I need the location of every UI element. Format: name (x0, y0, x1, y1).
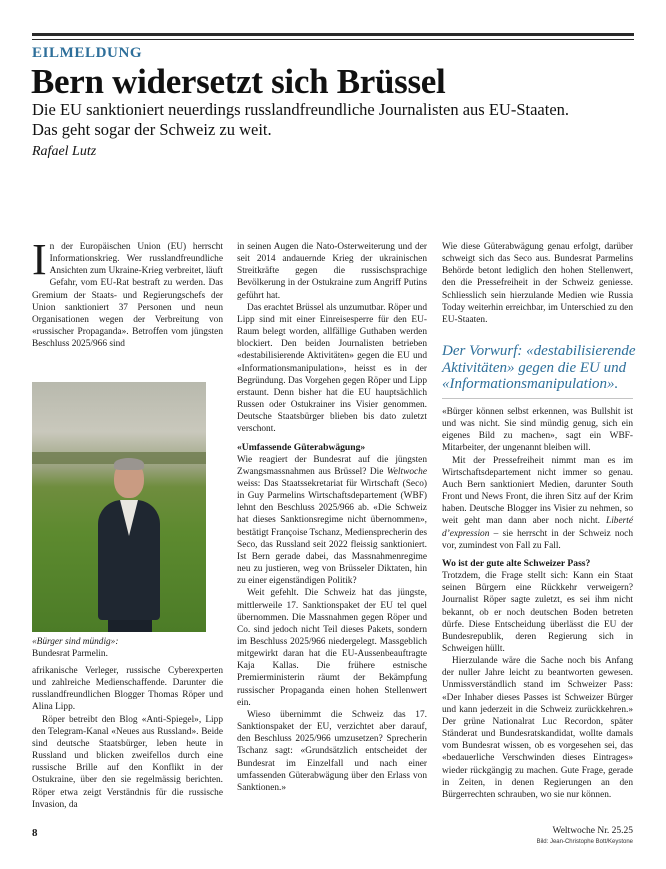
paragraph: Weit gefehlt. Die Schweiz hat das jüngste, mittlerweile 17. Sanktionspaket der EU tel quel übernommen. Die Massnahmen gegen Röper und Co. sind jedoch nicht Teil dieses Pakets, sondern im Beschluss 2025/966 niedergelegt. Massgeblich mitgewirkt daran hat die EU-Aussenbeauftragte Kaja Kallas. Die frühere estnische Premierministerin räumt der Bekämpfung russischer Propaganda einen hohen Stellenwert ein. (237, 588, 427, 708)
article-lead: Die EU sanktioniert neuerdings russlandfreundliche Journalisten aus EU-Staaten. Das geht sogar der Schweiz zu weit. (32, 100, 570, 139)
paragraph-text: – sie herrscht in der Schweiz noch vor, zumindest von Fall zu Fall. (442, 528, 633, 551)
photo-credit: Bild: Jean-Christophe Bott/Keystone (536, 839, 633, 845)
paragraph (442, 455, 633, 552)
author-byline: Rafael Lutz (32, 144, 97, 159)
column-3-bottom (442, 406, 633, 801)
top-rule (32, 33, 634, 36)
drop-cap: I (32, 235, 47, 284)
caption-quote: «Bürger sind mündig»: (32, 637, 119, 647)
paragraph-text: n der Europäischen Union (EU) herrscht Informationskrieg. Wer russlandfreundliche Ansichten zum Ukraine-Krieg verbreitet, läuft Gefahr, vom EU-Rat bestraft zu werden. Das Gremium der Staats- und Regierungschefs der Union sanktioniert 37 Personen und neun Organisationen wegen der Verbreitung von «russischer Propaganda». Betroffen vom jüngsten Beschluss 2025/966 sind (32, 242, 223, 350)
paragraph: Wieso übernimmt die Schweiz das 17. Sanktionspaket der EU, verzichtet aber darauf, den Beschluss 2025/966 umzusetzen? Sprecherin Tschanz sagt: «Grundsätzlich entscheidet der Bundesrat im Einzelfall und nach einer umfassenden Güterabwägung über den Erlass von Sanktionen.» (237, 709, 427, 793)
pull-quote: Der Vorwurf: «destabilisierende Aktivitäten» gegen die EU und «Informationsmanipulation». (442, 343, 636, 392)
paragraph: Das erachtet Brüssel als unzumutbar. Röper und Lipp sind mit einer Einreisesperre für den EU-Raum belegt worden, allfällige Guthaben werden blockiert. Den beiden Journalisten betrieben «destabilisierende Aktivitäten» gegen die EU und «Informationsmanipulation», heisst es in der Begründung. Das Vorgehen gegen Röper und Lipp erstaunt. Denn bisher hat die EU hauptsächlich Russen oder Ostukrainer ins Visier genommen. Deutsche Staatsbürger blieben bis dato zuletzt verschont. (237, 302, 427, 435)
top-rule-thin (32, 39, 634, 40)
paragraph: afrikanische Verleger, russische Cyberexperten und zahlreiche Medienschaffende. Darunter die russlandfreundlichen Blogger Thomas Röper und Alina Lipp. (32, 666, 223, 713)
column-1-top (32, 235, 223, 350)
page-number: 8 (32, 827, 38, 839)
paragraph-text: Wie reagiert der Bundesrat auf die jüngsten Zwangsmassnahmen aus Brüssel? Die (237, 454, 427, 477)
paragraph: Röper betreibt den Blog «Anti-Spiegel», Lipp den Telegram-Kanal «Neues aus Russland». Beide sind deutsche Staatsbürger, leben heute in Russland und blicken zweifellos durch eine russische Brille auf den Konflikt in der Ostukraine, über den sie regelmässig berichten. Röper etwa zeigt Verständnis für die russische Invasion, da (32, 714, 223, 810)
subheading: «Umfassende Güterabwägung» (237, 441, 366, 453)
issue-label: Weltwoche Nr. 25.25 (552, 826, 633, 836)
paragraph-text: Mit der Pressefreiheit nimmt man es im Wirtschaftsdepartement nicht immer so genau. Auch Bern sanktioniert Medien, darunter South Front und News Front, die ihren Sitz auf der Krim haben. Deutsche Blogger ins Visier zu nehmen, so weit geht man dann aber noch nicht. (442, 455, 633, 527)
column-3-top (442, 241, 633, 326)
paragraph: in seinen Augen die Nato-Osterweiterung und der seit 2014 andauernde Krieg der ukrainischen Streitkräfte gegen die russischsprachige Bevölkerung in der Ostukraine zum Angriff Putins geführt hat. (237, 242, 427, 301)
pull-quote-rule (442, 398, 633, 399)
photo-caption (32, 636, 212, 660)
figure-hair (114, 458, 144, 470)
paragraph (237, 454, 427, 588)
caption-text: Bundesrat Parmelin. (32, 649, 108, 659)
paragraph: Hierzulande wäre die Sache noch bis Anfang der nuller Jahre leicht zu beantworten gewesen. Unmissverständlich stand im Schweizer Pass: «Der Inhaber dieses Passes ist Schweizer Bürger und kann jederzeit in die Schweiz zurückkehren.» Der grüne Nationalrat Luc Recordon, später Ständerat und Bundesratskandidat, wollte damals vom Bundesrat wissen, ob es vorgesehen sei, das «bedauerliche Verschwinden dieses Eintrages» wieder rückgängig zu machen. Gute Frage, gerade in Zeiten, in denen Regierungen an den Bürgerrechten schrauben, wo sie nur können. (442, 656, 633, 800)
paragraph: Wie diese Güterabwägung genau erfolgt, darüber schweigt sich das Seco aus. Bundesrat Parmelins Behörde betont lediglich den hohen Stellenwert, den die Pressefreiheit in der Schweiz geniesse. Schliesslich sein hierzulande Medien wie Russia Today weiterhin erreichbar, im Unterschied zu den EU-Staaten. (442, 242, 633, 325)
subheading: Wo ist der gute alte Schweizer Pass? (442, 557, 591, 569)
column-2 (237, 241, 427, 794)
paragraph (32, 235, 223, 350)
paragraph-text: weiss: Das Staatssekretariat für Wirtschaft (Seco) in Guy Parmelins Wirtschaftsdepartement (WBF) lehnt den Beschluss 2025/966 ab. «Die Schweiz hat dieses Sanktionsregime nicht übernommen», bestätigt Françoise Tschanz, Mediensprecherin des Seco, das Russland seit 2022 fleissig sanktioniert. Ist Bern gerade dabei, das Massnahmenregime neu zu justieren, weg von Brüsseler Diktaten, hin zu einer eigenständigen Politik? (237, 478, 427, 587)
portrait-photo (32, 382, 206, 632)
section-kicker: EILMELDUNG (32, 45, 143, 61)
italic-phrase: Liberté d’expression (442, 516, 633, 539)
paragraph: Trotzdem, die Frage stellt sich: Kann ein Staat seinen Bürgern eine Rückkehr verweigern? Journalist Röper sagte zuletzt, es sei ihm nicht bekannt, ob er noch deutschen Boden betreten dürfe. Diese Entscheidung überlässt die EU der Bundesrepublik, deren Regierung sich in Schweigen hüllt. (442, 571, 633, 654)
paragraph: «Bürger können selbst erkennen, was Bullshit ist und was nicht. Sie sind mündig genug, sich ein eigenes Bild zu machen», sagt ein WBF-Mitarbeiter, der ungenannt bleiben will. (442, 407, 633, 454)
column-1-bottom (32, 665, 223, 811)
article-headline: Bern widersetzt sich Brüssel (31, 62, 446, 101)
publication-name: Weltwoche (386, 466, 427, 477)
